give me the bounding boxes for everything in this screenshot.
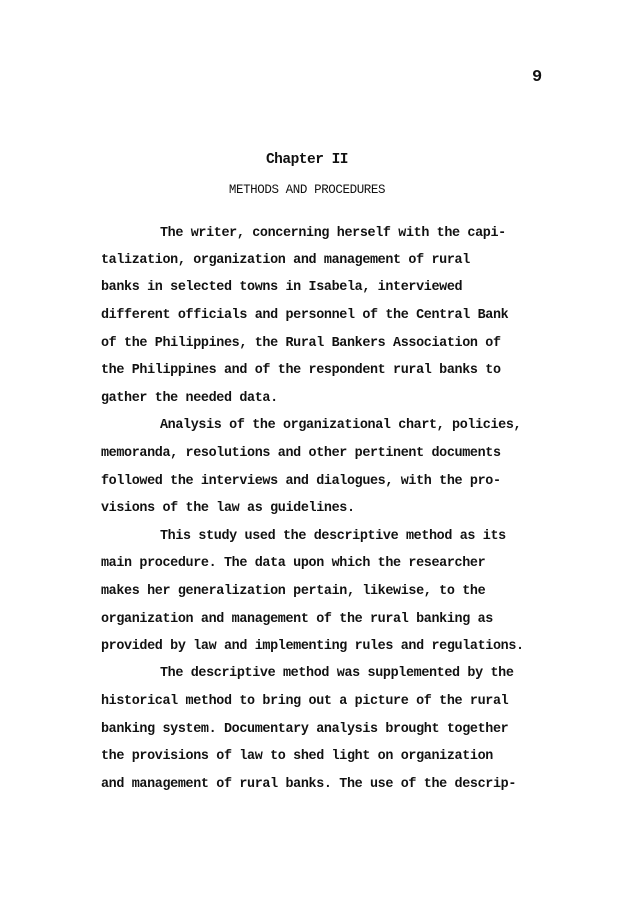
chapter-title [0,152,634,168]
body-line: provided by law and implementing rules and regulations. [101,639,524,654]
body-line: organization and management of the rural banking as [101,612,493,627]
body-line: and management of rural banks. The use of the descrip- [101,777,517,792]
body-line: This study used the descriptive method as its [160,529,506,544]
body-line: visions of the law as guidelines. [101,501,355,516]
section-title [0,183,634,197]
body-line: talization, organization and management of rural [101,253,470,268]
body-line: banks in selected towns in Isabela, interviewed [101,280,463,295]
section-title-text: METHODS AND PROCEDURES [228,183,386,197]
body-line: makes her generalization pertain, likewise, to the [101,584,486,599]
body-line: the Philippines and of the respondent rural banks to [101,363,501,378]
body-line: of the Philippines, the Rural Bankers Association of [101,336,501,351]
body-line: the provisions of law to shed light on organization [101,749,493,764]
body-line: different officials and personnel of the Central Bank [101,308,509,323]
body-line: main procedure. The data upon which the researcher [101,556,486,571]
body-line: banking system. Documentary analysis brought together [101,722,509,737]
body-line: historical method to bring out a picture of the rural [101,694,509,709]
page-number: 9 [532,68,543,87]
body-line: memoranda, resolutions and other pertinent documents [101,446,501,461]
chapter-title-text: Chapter II [265,152,348,168]
body-line: followed the interviews and dialogues, with the pro- [101,474,501,489]
body-line: Analysis of the organizational chart, policies, [160,418,522,433]
body-line: The descriptive method was supplemented by the [160,666,514,681]
body-line: gather the needed data. [101,391,278,406]
body-line: The writer, concerning herself with the capi- [160,226,506,241]
